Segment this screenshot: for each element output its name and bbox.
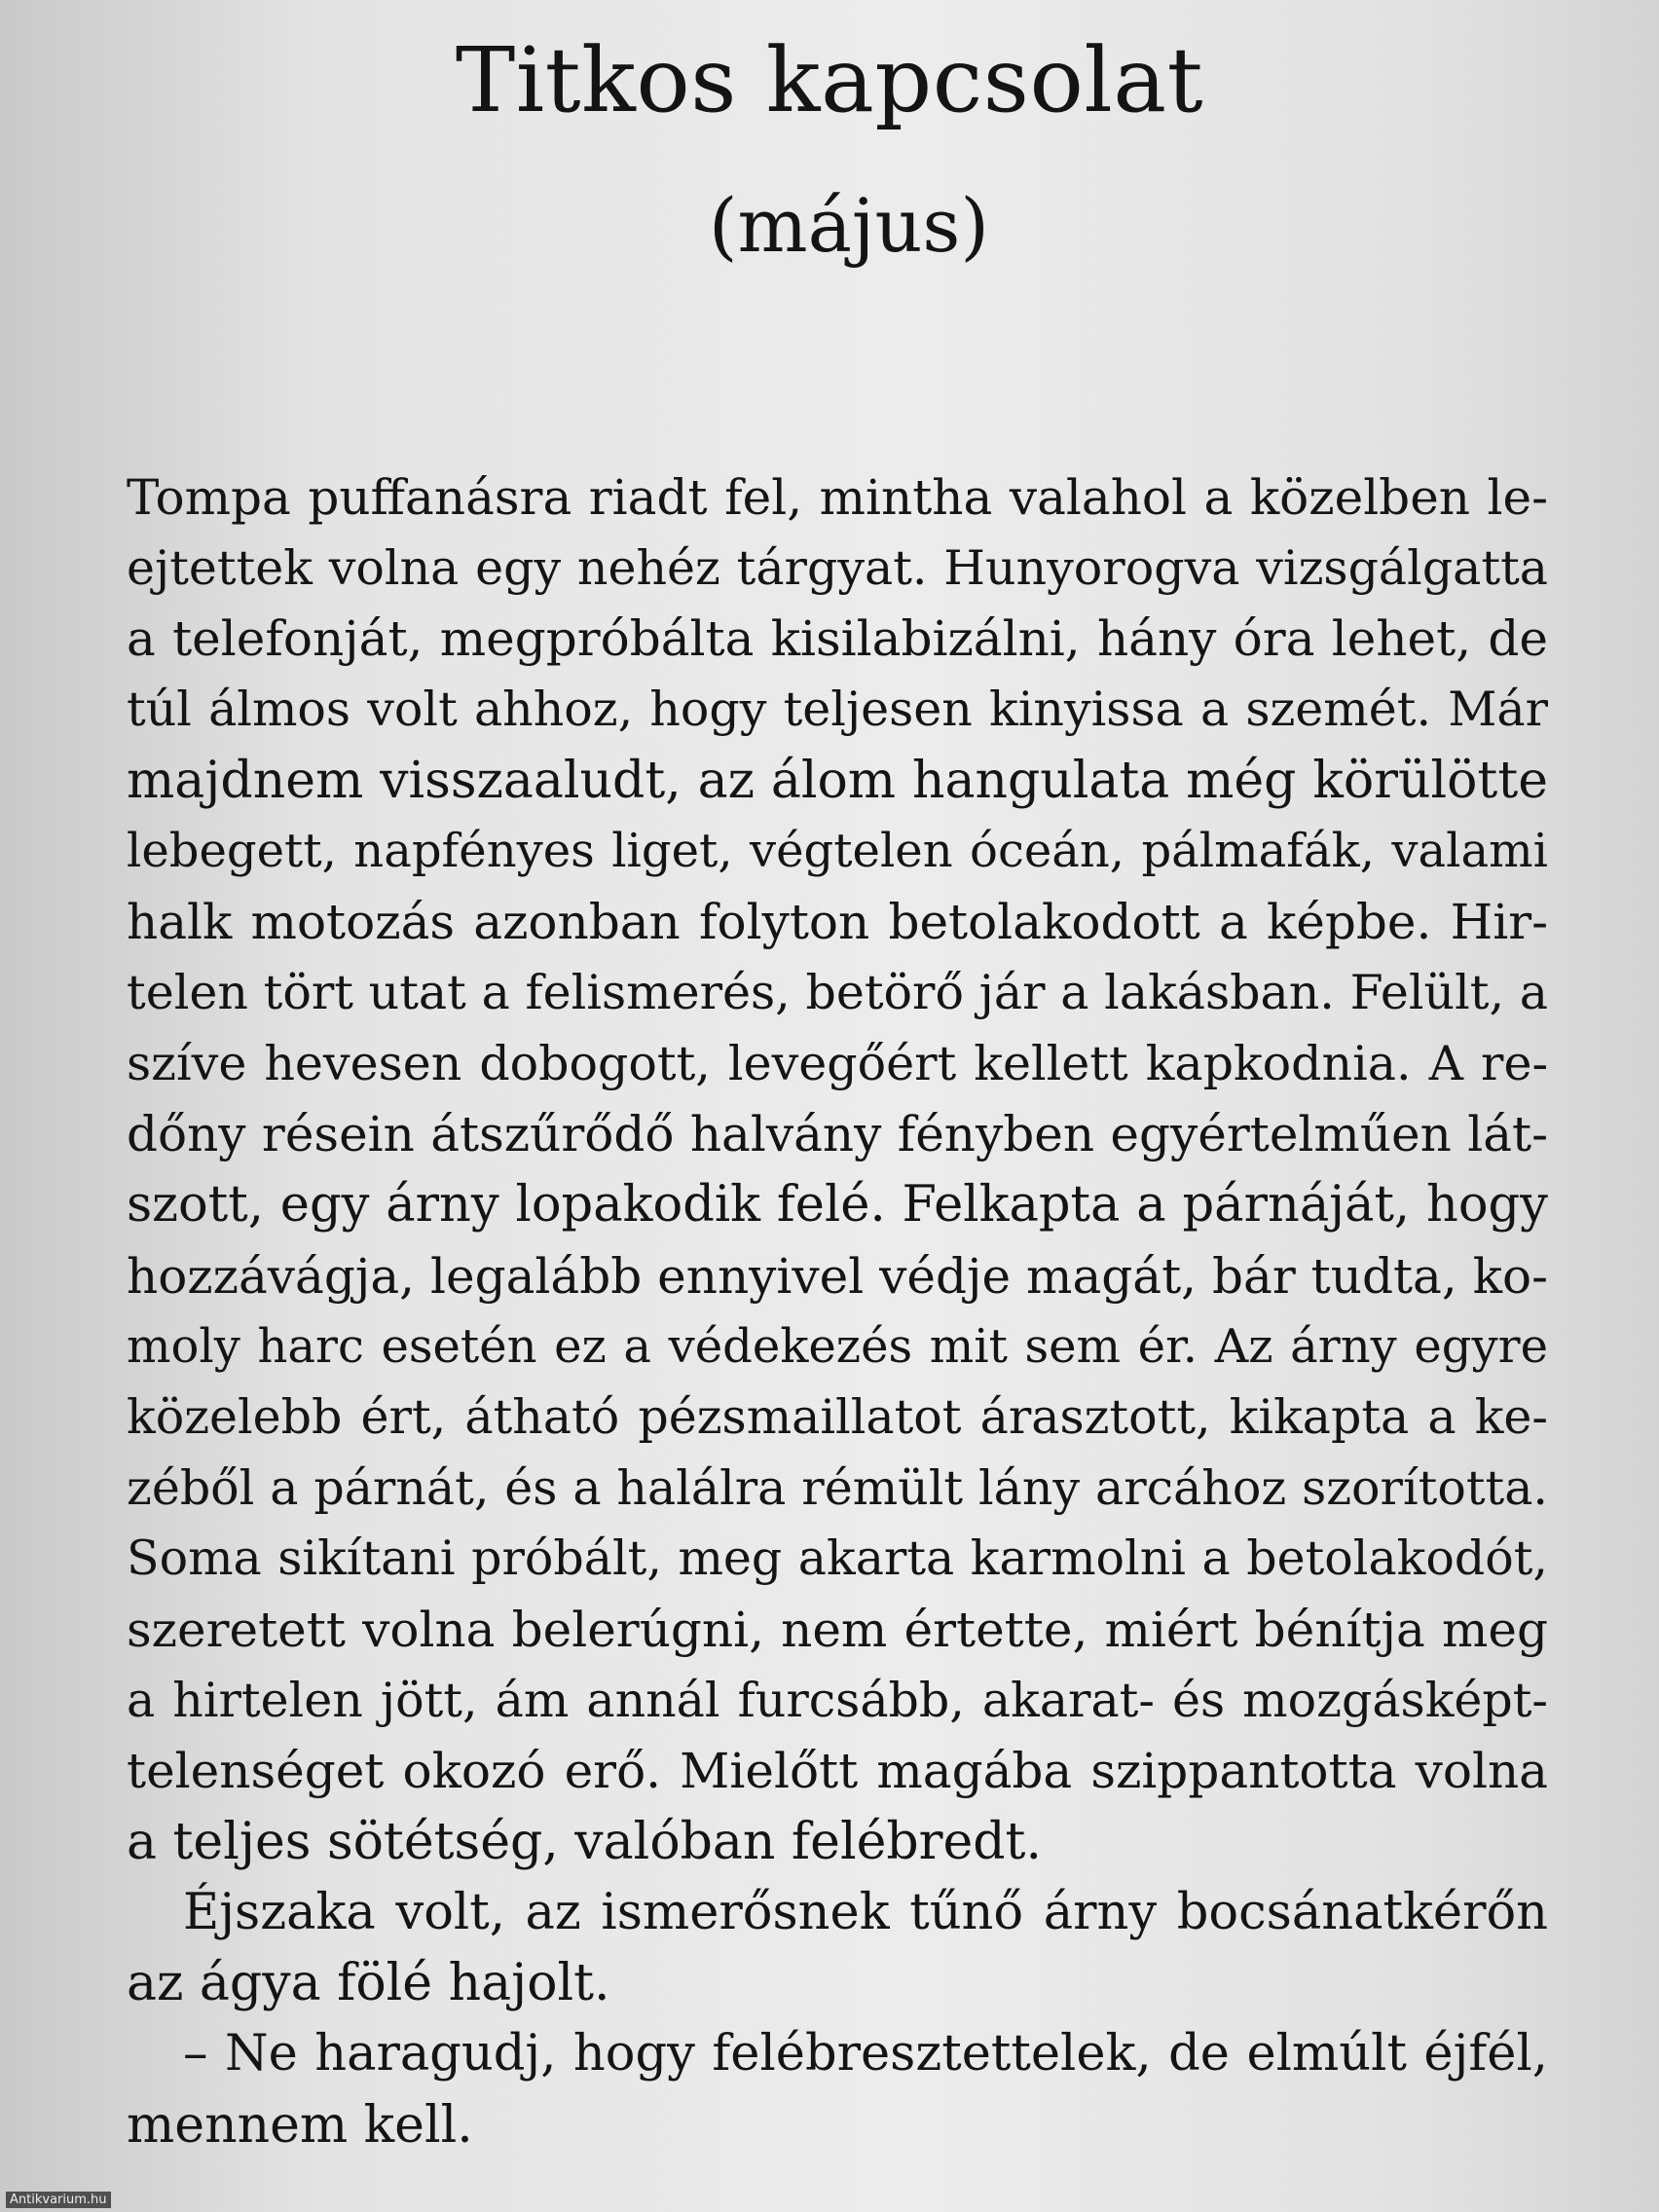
- text-line: majdnem visszaaludt, az álom hangulata még körülötte: [127, 751, 1548, 810]
- text-line: halk motozás azonban folyton betolakodott a képbe. Hir-: [127, 894, 1548, 951]
- text-line: a hirtelen jött, ám annál furcsább, akarat- és mozgásképt-: [127, 1672, 1548, 1728]
- text-line: Tompa puffanásra riadt fel, mintha valahol a közelben le-: [127, 469, 1548, 526]
- chapter-title: Titkos kapcsolat: [455, 28, 1204, 132]
- text-line: szeretett volna belerúgni, nem értette, miért bénítja meg: [127, 1602, 1548, 1658]
- text-line: Éjszaka volt, az ismerősnek tűnő árny bocsánatkérőn: [183, 1883, 1548, 1941]
- body-text: [127, 462, 1548, 2161]
- text-line: zéből a párnát, és a halálra rémült lány arcához szorította.: [127, 1459, 1548, 1516]
- chapter-subtitle: (május): [708, 182, 990, 269]
- text-line: hozzávágja, legalább ennyivel védje magát, bár tudta, ko-: [127, 1247, 1548, 1305]
- watermark: Antikvarium.hu: [6, 2192, 111, 2208]
- text-line: lebegett, napfényes liget, végtelen óceán, pálmafák, valami: [127, 824, 1548, 879]
- text-line: ejtettek volna egy nehéz tárgyat. Hunyorogva vizsgálgatta: [127, 539, 1548, 596]
- text-line: telen tört utat a felismerés, betörő jár a lakásban. Felült, a: [127, 964, 1548, 1020]
- text-line: – Ne haragudj, hogy felébresztettelek, de elmúlt éjfél,: [183, 2025, 1548, 2083]
- text-line: túl álmos volt ahhoz, hogy teljesen kinyissa a szemét. Már: [127, 682, 1548, 738]
- text-line: moly harc esetén ez a védekezés mit sem ér. Az árny egyre: [127, 1319, 1548, 1375]
- text-line: az ágya fölé hajolt.: [127, 1954, 610, 2013]
- text-line: a teljes sötétség, valóban felébredt.: [127, 1813, 1042, 1872]
- text-line: mennem kell.: [127, 2095, 473, 2155]
- text-line: szott, egy árny lopakodik felé. Felkapta a párnáját, hogy: [127, 1175, 1548, 1234]
- text-line: a telefonját, megpróbálta kisilabizálni, hány óra lehet, de: [127, 610, 1548, 668]
- text-line: szíve hevesen dobogott, levegőért kellett kapkodnia. A re-: [127, 1035, 1548, 1091]
- text-line: telenséget okozó erő. Mielőtt magába szippantotta volna: [127, 1743, 1548, 1800]
- text-line: Soma sikítani próbált, meg akarta karmolni a betolakodót,: [127, 1530, 1548, 1587]
- text-line: közelebb ért, átható pézsmaillatot árasztott, kikapta a ke-: [127, 1388, 1548, 1445]
- text-line: dőny résein átszűrődő halvány fényben egyértelműen lát-: [127, 1106, 1548, 1163]
